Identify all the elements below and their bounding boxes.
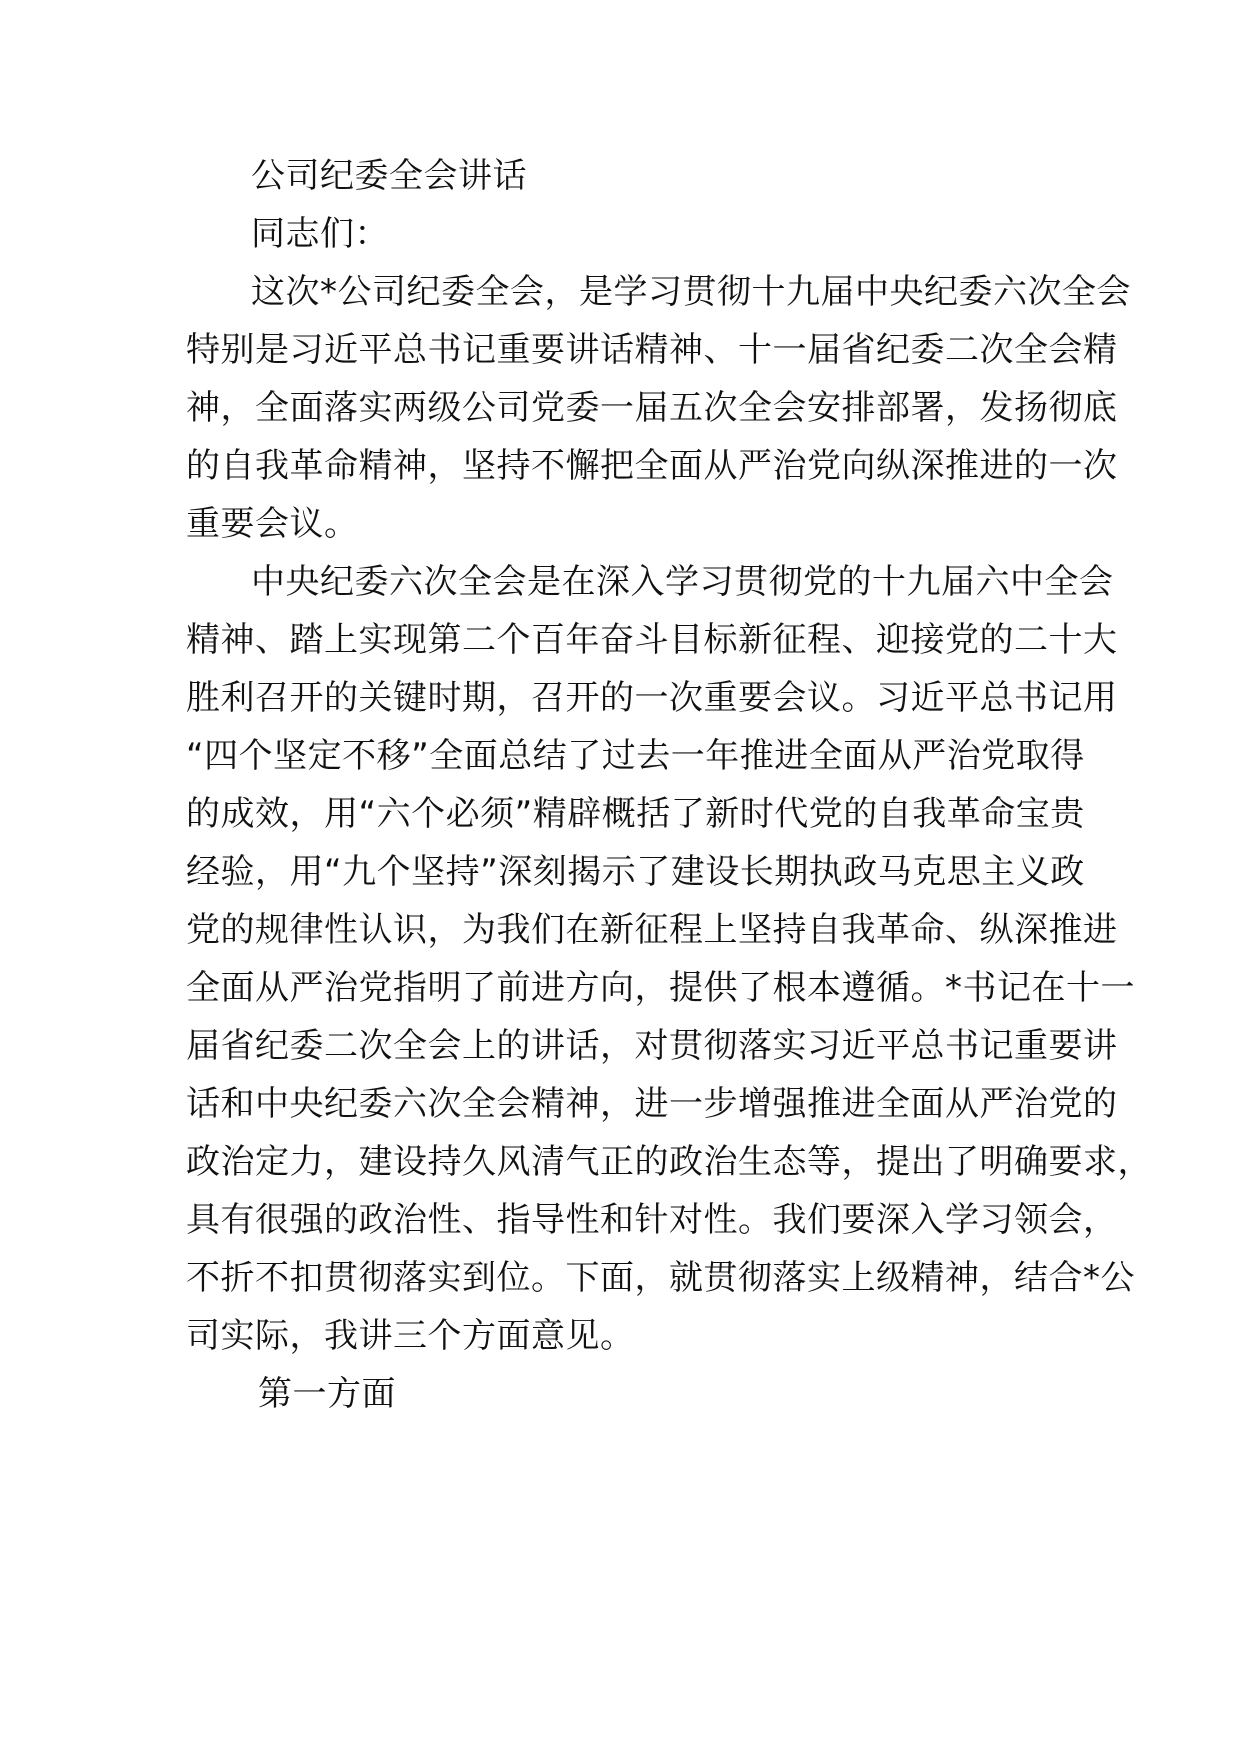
paragraph-line: 的自我革命精神，坚持不懈把全面从严治党向纵深推进的一次 — [186, 446, 1118, 486]
paragraph-line: 精神、踏上实现第二个百年奋斗目标新征程、迎接党的二十大 — [186, 620, 1118, 660]
paragraph-line: 中央纪委六次全会是在深入学习贯彻党的十九届六中全会 — [251, 562, 1114, 602]
paragraph-line: 司实际，我讲三个方面意见。 — [186, 1316, 635, 1356]
paragraph-line: 胜利召开的关键时期，召开的一次重要会议。习近平总书记用 — [186, 678, 1118, 718]
paragraph-line: 话和中央纪委六次全会精神，进一步增强推进全面从严治党的 — [186, 1084, 1118, 1124]
paragraph-line: 重要会议。 — [186, 504, 359, 544]
paragraph-line: 不折不扣贯彻落实到位。下面，就贯彻落实上级精神，结合*公 — [186, 1258, 1135, 1298]
paragraph-line: 政治定力，建设持久风清气正的政治生态等，提出了明确要求， — [186, 1142, 1152, 1182]
salutation: 同志们： — [251, 214, 389, 254]
paragraph-line: 的成效，用“六个必须”精辟概括了新时代党的自我革命宝贵 — [186, 794, 1085, 834]
paragraph-line: 特别是习近平总书记重要讲话精神、十一届省纪委二次全会精 — [186, 330, 1118, 370]
section-heading: 第一方面 — [258, 1374, 396, 1414]
paragraph-line: 经验，用“九个坚持”深刻揭示了建设长期执政马克思主义政 — [186, 852, 1085, 892]
paragraph-line: 神，全面落实两级公司党委一届五次全会安排部署，发扬彻底 — [186, 388, 1118, 428]
document-title: 公司纪委全会讲话 — [251, 156, 527, 196]
paragraph-line: 这次*公司纪委全会，是学习贯彻十九届中央纪委六次全会 — [251, 272, 1131, 312]
paragraph-line: 党的规律性认识，为我们在新征程上坚持自我革命、纵深推进 — [186, 910, 1118, 950]
paragraph-line: “四个坚定不移”全面总结了过去一年推进全面从严治党取得 — [186, 736, 1085, 776]
paragraph-line: 届省纪委二次全会上的讲话，对贯彻落实习近平总书记重要讲 — [186, 1026, 1118, 1066]
paragraph-line: 具有很强的政治性、指导性和针对性。我们要深入学习领会， — [186, 1200, 1118, 1240]
paragraph-line: 全面从严治党指明了前进方向，提供了根本遵循。*书记在十一 — [186, 968, 1135, 1008]
